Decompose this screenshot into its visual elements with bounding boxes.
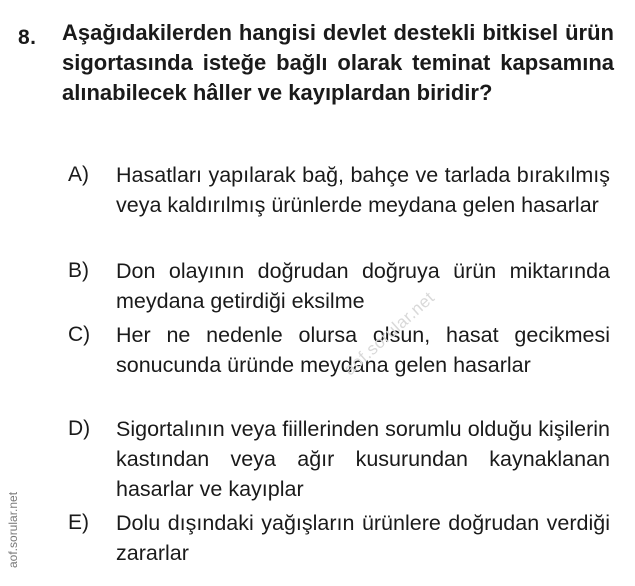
option-c-text: Her ne nedenle olursa olsun, hasat gecikmesi sonucunda üründe meydana gelen hasarlar	[116, 323, 610, 377]
option-e-text: Dolu dışındaki yağışların ürünlere doğrudan verdiği zararlar	[116, 511, 610, 565]
side-watermark: aof.sorular.net	[6, 491, 20, 568]
option-d-text: Sigortalının veya fiillerinden sorumlu olduğu kişilerin kastından veya ağır kusurundan kaynaklanan hasarlar ve kayıplar	[116, 417, 610, 501]
option-e-letter: E)	[68, 511, 89, 534]
option-a-text: Hasatları yapılarak bağ, bahçe ve tarlada bırakılmış veya kaldırılmış ürünlerde meydana gelen hasarlar	[116, 163, 610, 217]
diagonal-watermark: aof.sorular.net	[340, 287, 439, 380]
option-b-letter: B)	[68, 259, 89, 282]
option-a-letter: A)	[68, 163, 89, 186]
option-c-letter: C)	[68, 323, 91, 346]
option-d-letter: D)	[68, 417, 91, 440]
question-number: 8.	[18, 26, 37, 49]
option-b-text: Don olayının doğrudan doğruya ürün miktarında meydana getirdiği eksilme	[116, 259, 610, 313]
question-stem: Aşağıdakilerden hangisi devlet destekli bitkisel ürün sigortasında isteğe bağlı olarak teminat kapsamına alınabilecek hâller ve kayıplardan biridir?	[62, 20, 614, 105]
